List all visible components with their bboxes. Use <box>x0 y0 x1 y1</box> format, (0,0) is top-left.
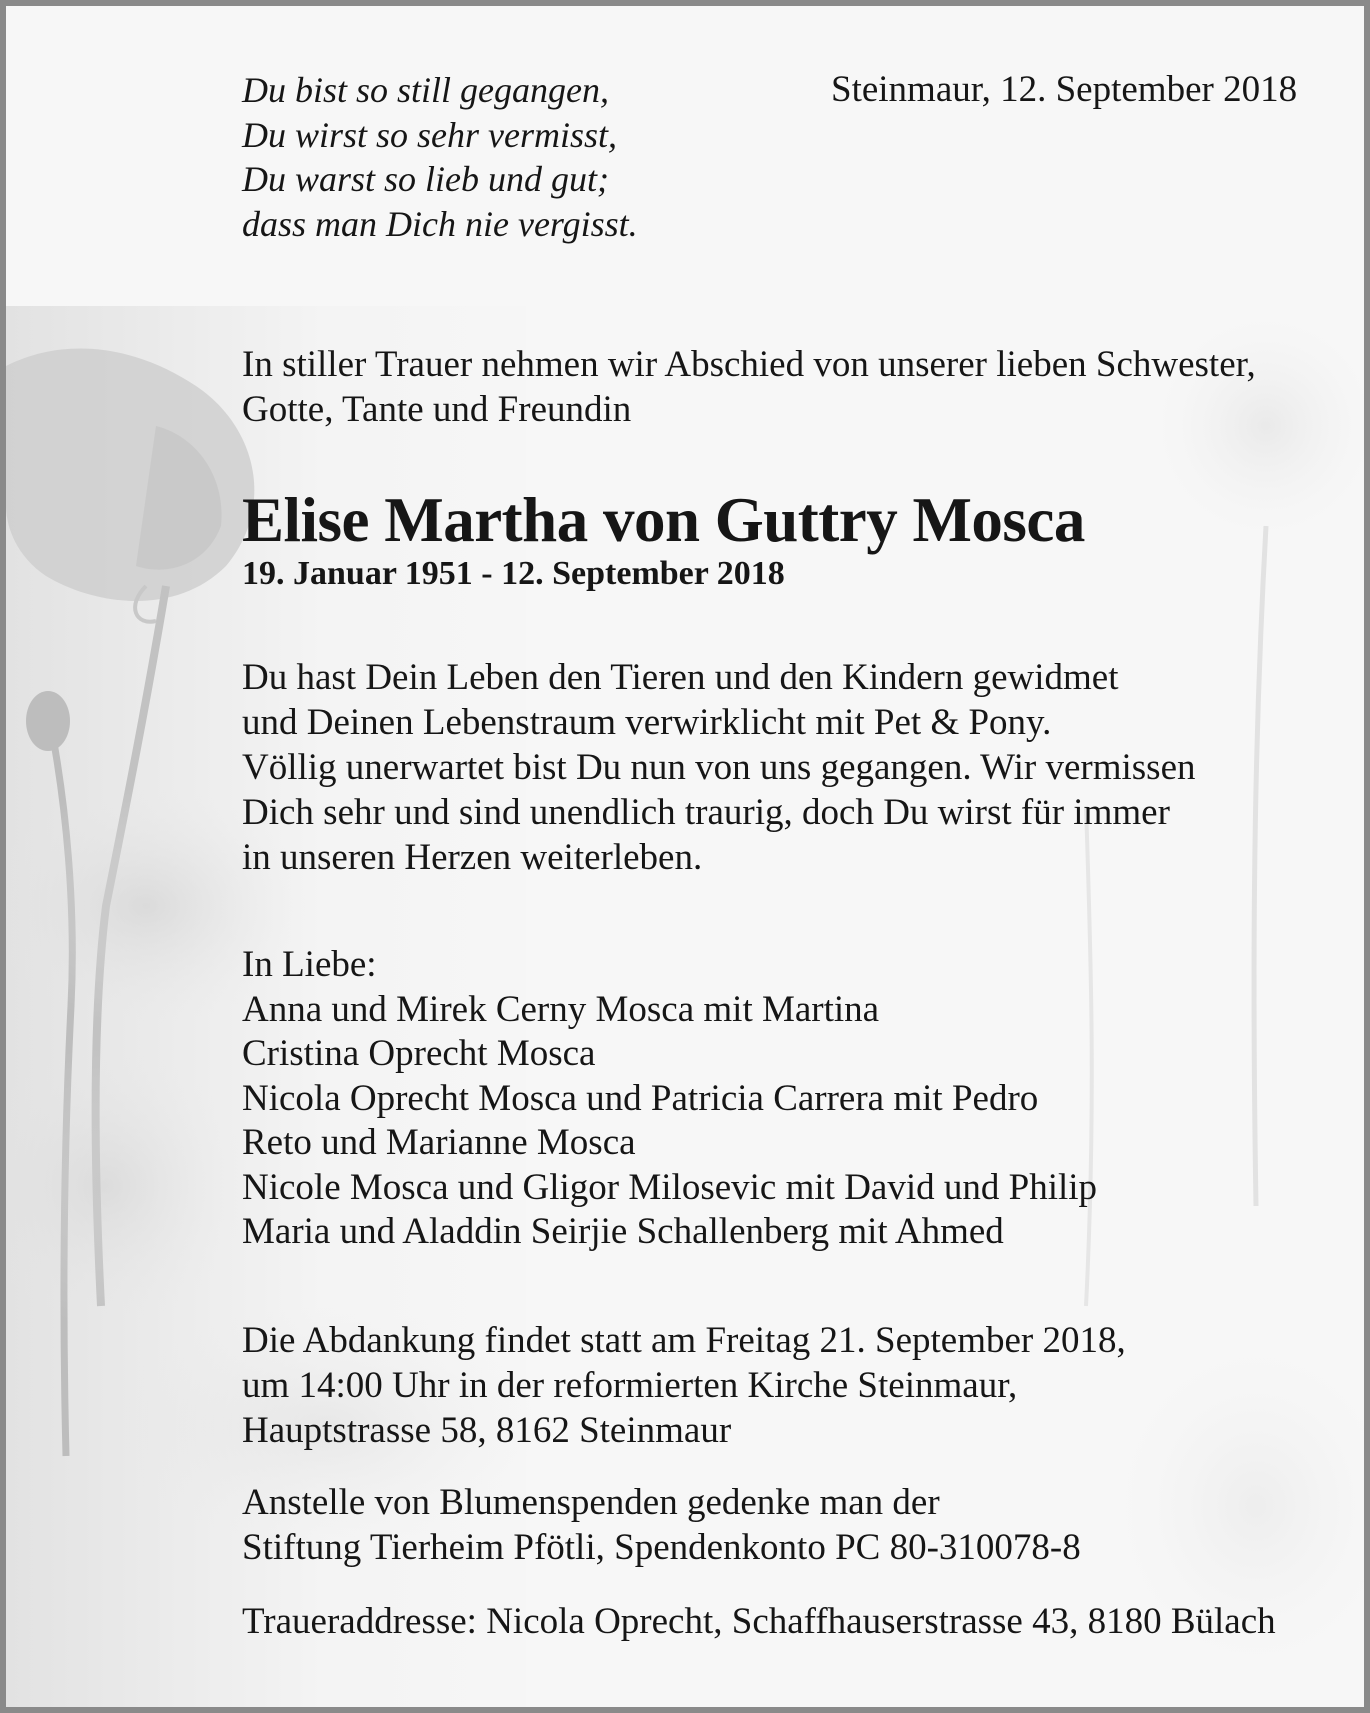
mourning-address: Traueraddresse: Nicola Oprecht, Schaffhauserstrasse 43, 8180 Bülach <box>242 1601 1276 1642</box>
family-member: Cristina Oprecht Mosca <box>242 1033 596 1074</box>
poem-line: Du wirst so sehr vermisst, <box>242 114 618 155</box>
tribute-line: Völlig unerwartet bist Du nun von uns gegangen. Wir vermissen <box>242 747 1196 788</box>
poem-line: Du warst so lieb und gut; <box>242 159 610 199</box>
family-member: Nicole Mosca und Gligor Milosevic mit David und Philip <box>242 1166 1098 1208</box>
intro-line: Gotte, Tante und Freundin <box>242 389 632 430</box>
tribute-line: in unseren Herzen weiterleben. <box>242 837 703 878</box>
tribute-text <box>242 655 1196 880</box>
family-list <box>242 943 1097 1255</box>
intro-text <box>242 342 1256 432</box>
tribute-line: Du hast Dein Leben den Tieren und den Kindern gewidmet <box>242 657 1119 698</box>
family-heading: In Liebe: <box>242 944 377 985</box>
tribute-line: und Deinen Lebenstraum verwirklicht mit Pet & Pony. <box>242 702 1052 743</box>
memorial-poem <box>242 68 638 246</box>
place-and-date: Steinmaur, 12. September 2018 <box>831 69 1298 110</box>
poem-line: dass man Dich nie vergisst. <box>242 203 638 244</box>
service-line: Die Abdankung findet statt am Freitag 21. September 2018, <box>242 1320 1126 1361</box>
family-member: Reto und Marianne Mosca <box>242 1122 636 1163</box>
family-member: Anna und Mirek Cerny Mosca mit Martina <box>242 988 880 1030</box>
service-line: Hauptstrasse 58, 8162 Steinmaur <box>242 1410 732 1451</box>
family-member: Maria und Aladdin Seirjie Schallenberg mit Ahmed <box>242 1211 1004 1252</box>
donation-info <box>242 1480 1081 1570</box>
life-dates: 19. Januar 1951 - 12. September 2018 <box>242 555 785 592</box>
funeral-service-info <box>242 1318 1126 1453</box>
service-line: um 14:00 Uhr in der reformierten Kirche Steinmaur, <box>242 1365 1018 1406</box>
family-member: Nicola Oprecht Mosca und Patricia Carrera mit Pedro <box>242 1077 1039 1119</box>
deceased-name: Elise Martha von Guttry Mosca <box>242 485 1085 555</box>
donation-line: Anstelle von Blumenspenden gedenke man der <box>242 1482 940 1523</box>
tribute-line: Dich sehr und sind unendlich traurig, doch Du wirst für immer <box>242 792 1170 833</box>
donation-line: Stiftung Tierheim Pfötli, Spendenkonto PC 80-310078-8 <box>242 1527 1081 1568</box>
poem-line: Du bist so still gegangen, <box>242 70 609 110</box>
intro-line: In stiller Trauer nehmen wir Abschied von unserer lieben Schwester, <box>242 344 1256 385</box>
